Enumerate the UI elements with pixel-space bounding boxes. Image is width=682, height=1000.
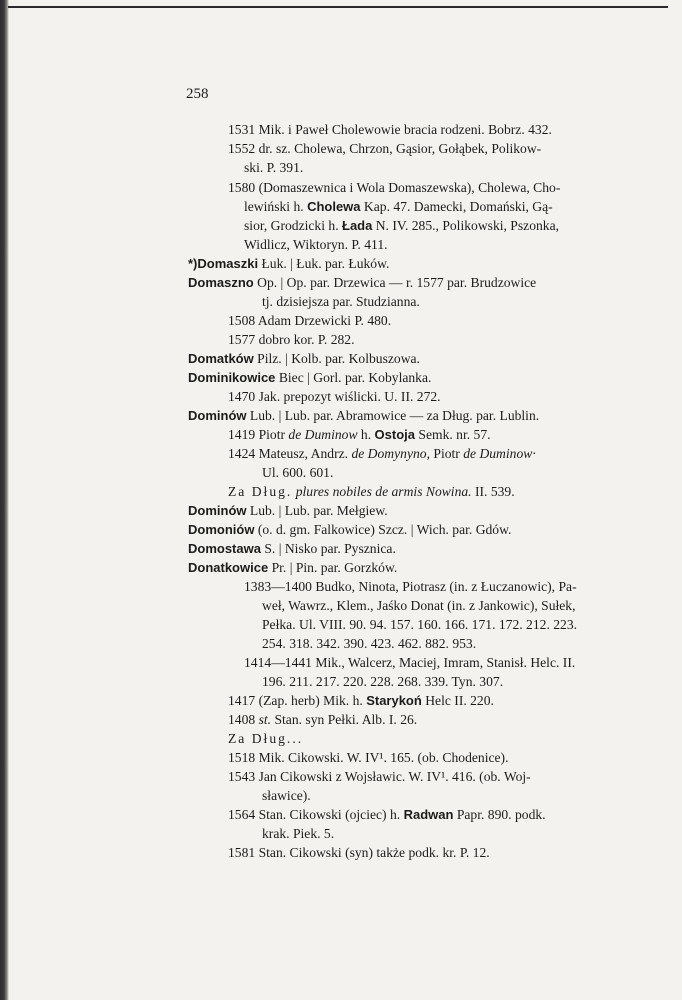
entry-line: 1408 st. Stan. syn Pełki. Alb. I. 26. xyxy=(228,712,418,727)
entry-line: 1581 Stan. Cikowski (syn) także podk. kr. P. 12. xyxy=(228,845,490,860)
entry-line: 1508 Adam Drzewicki P. 480. xyxy=(228,313,392,328)
entry-line: ski. P. 391. xyxy=(244,160,304,175)
place-entry: Dominów Lub. | Lub. par. Mełgiew. xyxy=(188,503,388,518)
entry-line: Ul. 600. 601. xyxy=(262,465,334,480)
place-entry: Dominów Lub. | Lub. par. Abramowice — za Dług. par. Lublin. xyxy=(188,408,540,423)
entry-line: 1470 Jak. prepozyt wiślicki. U. II. 272. xyxy=(228,389,441,404)
entry-line: 1518 Mik. Cikowski. W. IV¹. 165. (ob. Chodenice). xyxy=(228,750,509,765)
place-entry: Domostawa S. | Nisko par. Pysznica. xyxy=(188,541,396,556)
entry-line: Za Dług... xyxy=(228,731,304,746)
entry-line: sior, Grodzicki h. Łada N. IV. 285., Polikowski, Pszonka, xyxy=(244,218,560,233)
entry-line: 196. 211. 217. 220. 228. 268. 339. Tyn. 307. xyxy=(262,674,504,689)
entry-line: 1383—1400 Budko, Ninota, Piotrasz (in. z Łuczanowic), Pa- xyxy=(244,579,577,594)
place-entry: Domatków Pilz. | Kolb. par. Kolbuszowa. xyxy=(188,351,420,366)
entry-line: sławice). xyxy=(262,788,311,803)
entry-line: Widlicz, Wiktoryn. P. 411. xyxy=(244,237,388,252)
entry-line: Pełka. Ul. VIII. 90. 94. 157. 160. 166. 171. 172. 212. 223. xyxy=(262,617,578,632)
entry-line: Za Dług. plures nobiles de armis Nowina. II. 539. xyxy=(228,484,515,499)
entry-line: 1577 dobro kor. P. 282. xyxy=(228,332,355,347)
entry-line: tj. dzisiejsza par. Studzianna. xyxy=(262,294,420,309)
entry-line: 1414—1441 Mik., Walcerz, Maciej, Imram, Stanisł. Helc. II. xyxy=(244,655,576,670)
entry-line: krak. Piek. 5. xyxy=(262,826,335,841)
entry-line: 1419 Piotr de Duminow h. Ostoja Semk. nr. 57. xyxy=(228,427,491,442)
entry-line: 1552 dr. sz. Cholewa, Chrzon, Gąsior, Gołąbek, Polikow- xyxy=(228,141,542,156)
entry-line: 1543 Jan Cikowski z Wojsławic. W. IV¹. 416. (ob. Woj- xyxy=(228,769,531,784)
entry-line: 254. 318. 342. 390. 423. 462. 882. 953. xyxy=(262,636,477,651)
place-entry: Dominikowice Biec | Gorl. par. Kobylanka. xyxy=(188,370,432,385)
entry-line: lewiński h. Cholewa Kap. 47. Damecki, Domański, Gą- xyxy=(244,199,553,214)
header-rule xyxy=(8,6,668,8)
place-entry: Domoniów (o. d. gm. Falkowice) Szcz. | Wich. par. Gdów. xyxy=(188,522,512,537)
page-number: 258 xyxy=(186,86,209,102)
entry-line: 1531 Mik. i Paweł Cholewowie bracia rodzeni. Bobrz. 432. xyxy=(228,122,552,137)
scan-edge-shadow xyxy=(0,0,9,1000)
entry-line: 1580 (Domaszewnica i Wola Domaszewska), Cholewa, Cho- xyxy=(228,180,561,195)
place-entry: Domaszno Op. | Op. par. Drzewica — r. 1577 par. Brudzowice xyxy=(188,275,537,290)
entry-line: 1564 Stan. Cikowski (ojciec) h. Radwan Papr. 890. podk. xyxy=(228,807,546,822)
place-entry: *)Domaszki Łuk. | Łuk. par. Łuków. xyxy=(188,256,390,271)
place-entry: Donatkowice Pr. | Pin. par. Gorzków. xyxy=(188,560,398,575)
entry-line: 1424 Mateusz, Andrz. de Domynyno, Piotr de Duminow· xyxy=(228,446,536,461)
entry-line: 1417 (Zap. herb) Mik. h. Starykoń Helc II. 220. xyxy=(228,693,494,708)
entry-line: weł, Wawrz., Klem., Jaśko Donat (in. z Jankowic), Sułek, xyxy=(262,598,576,613)
